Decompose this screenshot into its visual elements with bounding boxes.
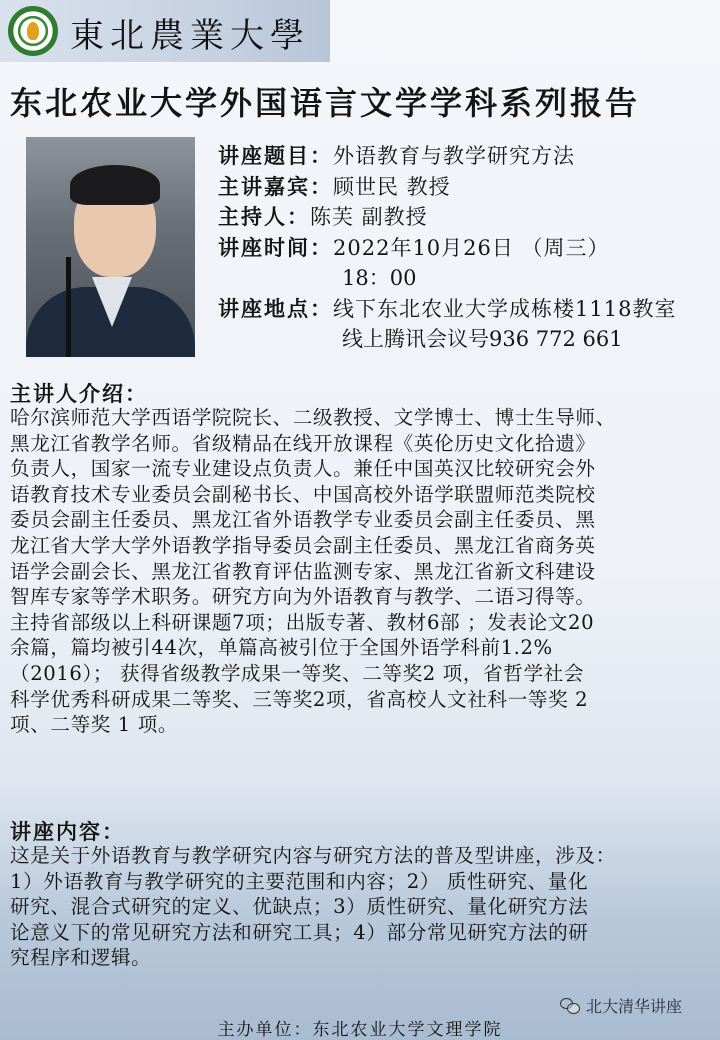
host-label: 主持人： [218,204,310,229]
venue-online: 线上腾讯会议号936 772 661 [342,327,623,351]
speaker-intro-text: 哈尔滨师范大学西语学院院长、二级教授、文学博士、博士生导师、 黑龙江省教学名师。省级精品在线开放课程《英伦历史文化拾遗》 负责人，国家一流专业建设点负责人。兼任中国英汉比较研究会外 语教育技术专业委员会副秘书长、中国高校外语学联盟师范类院校 委员会副主任委员、黑龙江省外语教学专业委员会副主任委员、黑 龙江省大学大学外语教学指导委员会副主任委员、黑龙江省商务英 语学会副会长、黑龙江省教育评估监测专家、黑龙江省新文科建设 智库专家等学术职务。研究方向为外语教育与教学、二语习得等。 主持省部级以上科研课题7项；出版专著、教材6部 ；发表论文20 余篇，篇均被引44次，单篇高被引位于全国外语学科前1.2% （2016）； 获得省级教学成果一等奖、二等奖2 项，省哲学社会 科学优秀科研成果二等奖、三等奖2项，省高校人文社科一等奖 2 项、二等奖 1 项。 [10,406,616,737]
venue-offline: 线下东北农业大学成栋楼1118教室 [333,296,677,321]
topic-value: 外语教育与教学研究方法 [333,144,575,168]
page-title: 东北农业大学外国语言文学学科系列报告 [10,84,641,122]
topic-label: 讲座题目： [218,143,333,168]
time-label: 讲座时间： [218,234,333,260]
speaker-photo [26,137,195,357]
speaker-label: 主讲嘉宾： [218,173,333,199]
time-row [218,233,676,264]
venue-row [218,294,676,325]
date-value: 2022年10月26日 （周三） [333,235,610,260]
watermark [560,994,682,1017]
host-value: 陈芙 副教授 [310,205,428,229]
lecture-info [218,141,676,355]
lecture-content-text: 这是关于外语教育与教学研究内容与研究方法的普及型讲座，涉及： 1）外语教育与教学研究的主要范围和内容；2） 质性研究、量化 研究、混合式研究的定义、优缺点；3）质性研究、量化研究方法 论意义下的常见研究方法和研究工具；4）部分常见研究方法的研 究程序和逻辑。 [10,844,616,970]
lecture-content-heading: 讲座内容： [10,819,125,844]
header-band [0,0,330,62]
university-seal-icon [8,6,58,56]
time-value: 18：00 [342,266,417,290]
venue-label: 讲座地点： [218,295,333,321]
speaker-value: 顾世民 教授 [333,174,451,199]
organizer-footer: 主办单位：东北农业大学文理学院 [217,1020,503,1040]
speaker-intro-heading: 主讲人介绍： [10,381,148,406]
host-row [218,202,676,233]
speaker-row [218,172,676,203]
university-name: 東北農業大學 [70,16,310,56]
topic-row [218,141,676,172]
watermark-text: 北大清华讲座 [586,997,683,1016]
wechat-icon [560,998,580,1014]
